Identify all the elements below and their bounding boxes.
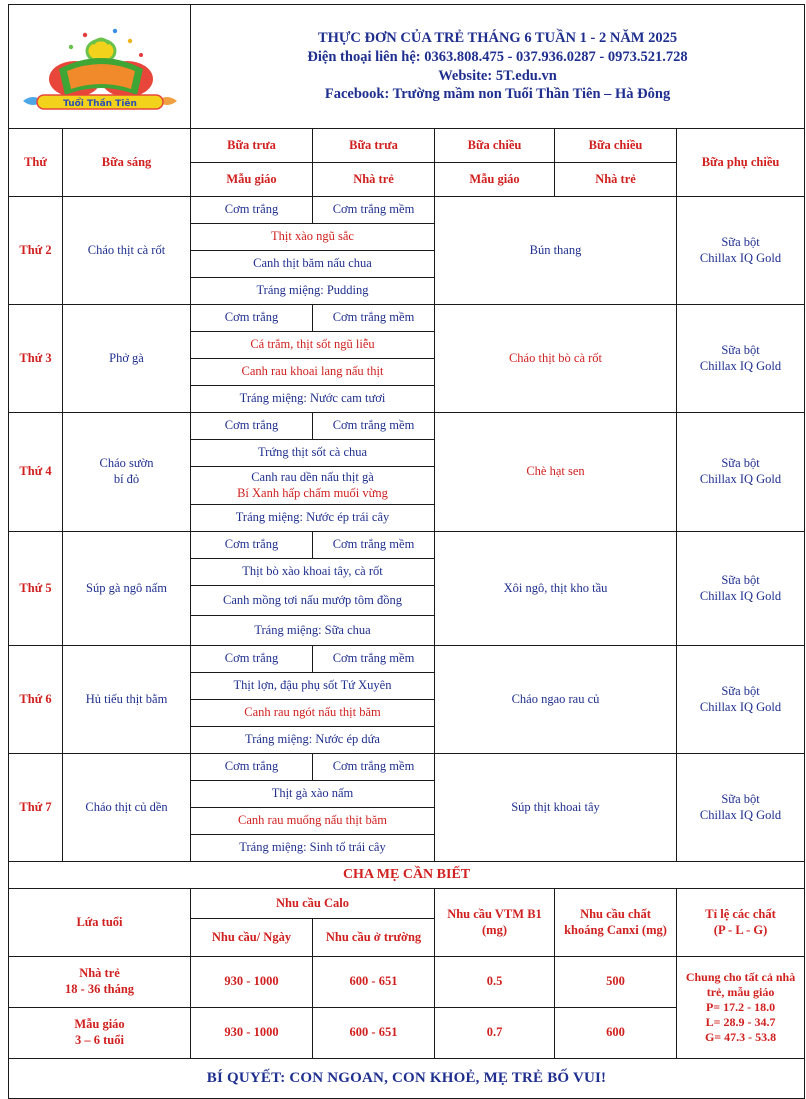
main-dish: Cá trắm, thịt sốt ngũ liễu: [191, 332, 435, 359]
extra-line-2: Chillax IQ Gold: [699, 807, 782, 822]
rice-kindergarten: Cơm trắng: [191, 305, 313, 332]
col-lunch-kg: Bữa trưa: [191, 129, 313, 163]
nursery-calcium: 500: [555, 957, 677, 1008]
day-row: [9, 197, 805, 224]
ratio-header-line-2: (P - L - G): [713, 922, 768, 937]
col-lunch-nursery: Bữa trưa: [313, 129, 435, 163]
ratio-header: [677, 889, 805, 957]
breakfast-cell: Cháo thịt củ dền: [63, 754, 191, 862]
rice-kindergarten: Cơm trắng: [191, 197, 313, 224]
col-sub-nursery: Nhà trẻ: [313, 163, 435, 197]
day-row: [9, 413, 805, 440]
breakfast-cell: Cháo thịt cà rốt: [63, 197, 191, 305]
at-school-header: Nhu cầu ở trường: [313, 919, 435, 957]
logo-cell: [9, 5, 191, 129]
menu-table: [8, 4, 805, 1099]
extra-line-2: Chillax IQ Gold: [699, 358, 782, 373]
soup-dish: [191, 467, 435, 505]
day-label: Thứ 6: [9, 646, 63, 754]
main-dish: Trứng thịt sốt cà chua: [191, 440, 435, 467]
extra-cell: [677, 754, 805, 862]
kindergarten-at-school: 600 - 651: [313, 1008, 435, 1059]
rice-nursery: Cơm trắng mềm: [313, 532, 435, 559]
menu-title: THỰC ĐƠN CỦA TRẺ THÁNG 6 TUẦN 1 - 2 NĂM 2025: [317, 29, 678, 46]
nursery-age-line-2: 18 - 36 tháng: [64, 982, 135, 996]
soup-dish: Canh rau muống nấu thịt băm: [191, 808, 435, 835]
soup-line-2: Bí Xanh hấp chấm muối vừng: [237, 485, 388, 500]
kindergarten-per-day: 930 - 1000: [191, 1008, 313, 1059]
nursery-per-day: 930 - 1000: [191, 957, 313, 1008]
extra-line-1: Sữa bột: [721, 791, 760, 806]
extra-line-2: Chillax IQ Gold: [699, 250, 782, 265]
rice-nursery: Cơm trắng mềm: [313, 646, 435, 673]
day-label: Thứ 4: [9, 413, 63, 532]
afternoon-cell: Chè hạt sen: [435, 413, 677, 532]
rice-nursery: Cơm trắng mềm: [313, 197, 435, 224]
day-label: Thứ 3: [9, 305, 63, 413]
dessert: Tráng miệng: Sữa chua: [191, 616, 435, 646]
col-afternoon-kg: Bữa chiều: [435, 129, 555, 163]
soup-line-1: Canh rau dền nấu thịt gà: [251, 469, 374, 484]
day-label: Thứ 7: [9, 754, 63, 862]
extra-cell: [677, 305, 805, 413]
day-row: [9, 532, 805, 559]
breakfast-cell: Hủ tiếu thịt bằm: [63, 646, 191, 754]
needs-section-title: CHA MẸ CẦN BIẾT: [9, 862, 805, 889]
afternoon-cell: Súp thịt khoai tây: [435, 754, 677, 862]
extra-cell: [677, 532, 805, 646]
extra-cell: [677, 646, 805, 754]
dessert: Tráng miệng: Pudding: [191, 278, 435, 305]
footer-row: [9, 1059, 805, 1099]
col-sub-kindergarten: Mẫu giáo: [191, 163, 313, 197]
calo-header: Nhu cầu Calo: [191, 889, 435, 919]
col-sub-nursery-2: Nhà trẻ: [555, 163, 677, 197]
extra-line-2: Chillax IQ Gold: [699, 699, 782, 714]
ratio-cell: [677, 957, 805, 1059]
extra-line-2: Chillax IQ Gold: [699, 588, 782, 603]
per-day-header: Nhu cầu/ Ngày: [191, 919, 313, 957]
afternoon-cell: Cháo thịt bò cà rốt: [435, 305, 677, 413]
header-info: [191, 5, 805, 129]
extra-line-2: Chillax IQ Gold: [699, 472, 782, 486]
soup-dish: Canh mồng tơi nấu mướp tôm đồng: [191, 586, 435, 616]
website[interactable]: Website: 5T.edu.vn: [438, 67, 557, 84]
nursery-needs-row: [9, 957, 805, 1008]
nursery-age: [9, 957, 191, 1008]
day-row: [9, 754, 805, 781]
school-logo: [9, 17, 190, 117]
afternoon-cell: Xôi ngô, thịt kho tầu: [435, 532, 677, 646]
afternoon-cell: Cháo ngao rau củ: [435, 646, 677, 754]
needs-title-row: [9, 862, 805, 889]
day-row: [9, 646, 805, 673]
rice-nursery: Cơm trắng mềm: [313, 754, 435, 781]
vtm-header: [435, 889, 555, 957]
extra-line-1: Sữa bột: [721, 456, 760, 471]
day-label: Thứ 2: [9, 197, 63, 305]
rice-nursery: Cơm trắng mềm: [313, 305, 435, 332]
nursery-at-school: 600 - 651: [313, 957, 435, 1008]
rice-kindergarten: Cơm trắng: [191, 646, 313, 673]
ratio-l: L= 28.9 - 34.7: [705, 1015, 776, 1029]
calcium-header: [555, 889, 677, 957]
kindergarten-age-line-1: Mẫu giáo: [74, 1017, 125, 1032]
dessert: Tráng miệng: Sinh tố trái cây: [191, 835, 435, 862]
rice-nursery: Cơm trắng mềm: [313, 413, 435, 440]
facebook[interactable]: Facebook: Trường mầm non Tuổi Thần Tiên – Hà Đông: [324, 86, 671, 103]
col-sub-kindergarten-2: Mẫu giáo: [435, 163, 555, 197]
col-afternoon-nursery: Bữa chiều: [555, 129, 677, 163]
soup-dish: Canh rau khoai lang nấu thịt: [191, 359, 435, 386]
phone-contact: Điện thoại liên hệ: 0363.808.475 - 037.936.0287 - 0973.521.728: [307, 48, 688, 65]
kindergarten-age: [9, 1008, 191, 1059]
breakfast-line-1: Cháo sườn: [99, 456, 154, 471]
dessert: Tráng miệng: Nước ép dứa: [191, 727, 435, 754]
vtm-header-line-2: (mg): [482, 922, 507, 937]
breakfast-cell: Phở gà: [63, 305, 191, 413]
afternoon-cell: Bún thang: [435, 197, 677, 305]
kindergarten-calcium: 600: [555, 1008, 677, 1059]
extra-line-1: Sữa bột: [721, 683, 760, 698]
soup-dish: Canh rau ngót nấu thịt băm: [191, 700, 435, 727]
main-dish: Thịt bò xào khoai tây, cà rốt: [191, 559, 435, 586]
dessert: Tráng miệng: Nước cam tươi: [191, 386, 435, 413]
footer-slogan: BÍ QUYẾT: CON NGOAN, CON KHOẺ, MẸ TRẺ BỐ VUI!: [9, 1059, 805, 1099]
day-row: [9, 305, 805, 332]
col-extra: Bữa phụ chiều: [677, 129, 805, 197]
breakfast-cell: Súp gà ngô nấm: [63, 532, 191, 646]
kindergarten-vtm: 0.7: [435, 1008, 555, 1059]
needs-header-row-1: [9, 889, 805, 919]
extra-line-1: Sữa bột: [721, 572, 760, 587]
col-day: Thứ: [9, 129, 63, 197]
main-dish: Thịt gà xào nấm: [191, 781, 435, 808]
main-dish: Thịt lợn, đậu phụ sốt Tứ Xuyên: [191, 673, 435, 700]
ratio-line-1: Chung cho tất cả nhà: [685, 970, 796, 984]
nursery-vtm: 0.5: [435, 957, 555, 1008]
extra-line-1: Sữa bột: [721, 342, 760, 357]
rice-kindergarten: Cơm trắng: [191, 754, 313, 781]
ratio-line-2: trẻ, mẫu giáo: [706, 985, 775, 999]
ratio-header-line-1: Tỉ lệ các chất: [705, 906, 776, 921]
extra-cell: [677, 197, 805, 305]
age-header: Lứa tuổi: [9, 889, 191, 957]
ratio-p: P= 17.2 - 18.0: [705, 1000, 776, 1014]
svg-text:Tuổi Thần Tiên: Tuổi Thần Tiên: [62, 98, 137, 109]
day-label: Thứ 5: [9, 532, 63, 646]
ratio-g: G= 47.3 - 53.8: [704, 1030, 777, 1044]
header-row: [9, 5, 805, 129]
vtm-header-line-1: Nhu cầu VTM B1: [447, 906, 542, 921]
breakfast-cell: [63, 413, 191, 532]
rice-kindergarten: Cơm trắng: [191, 413, 313, 440]
kindergarten-age-line-2: 3 – 6 tuổi: [75, 1033, 124, 1047]
column-header-row-1: [9, 129, 805, 163]
dessert: Tráng miệng: Nước ép trái cây: [191, 505, 435, 532]
calcium-header-line-2: khoáng Canxi (mg): [564, 922, 667, 937]
col-breakfast: Bữa sáng: [63, 129, 191, 197]
rice-kindergarten: Cơm trắng: [191, 532, 313, 559]
calcium-header-line-1: Nhu cầu chất: [580, 906, 651, 921]
breakfast-line-2: bí đỏ: [113, 472, 140, 486]
nursery-age-line-1: Nhà trẻ: [79, 966, 120, 981]
extra-line-1: Sữa bột: [721, 234, 760, 249]
main-dish: Thịt xào ngũ sắc: [191, 224, 435, 251]
extra-cell: [677, 413, 805, 532]
soup-dish: Canh thịt băm nấu chua: [191, 251, 435, 278]
